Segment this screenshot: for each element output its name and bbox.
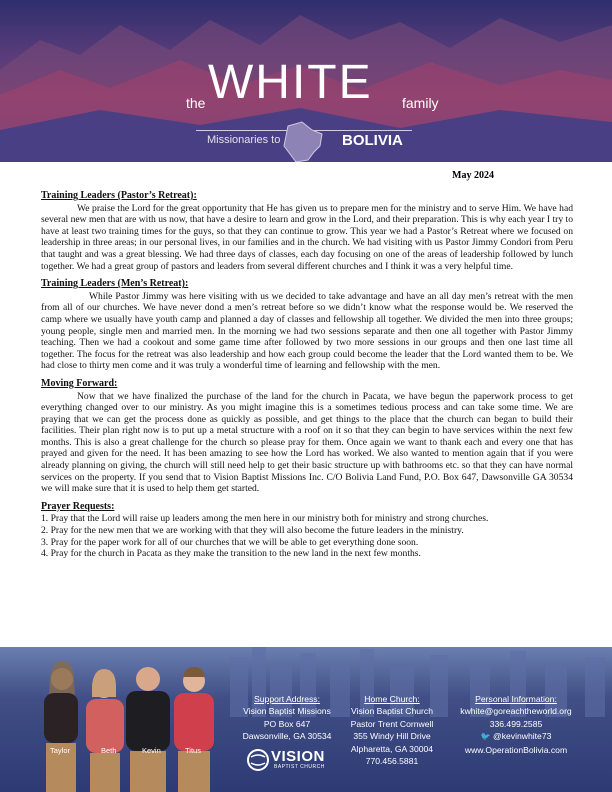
twitter-icon: 🐦 xyxy=(480,732,491,742)
title-family: family xyxy=(402,95,439,111)
prayer-list xyxy=(41,513,573,559)
title-white: WHITE xyxy=(208,56,373,109)
name-label: Titus xyxy=(185,746,201,755)
section-heading: Training Leaders (Pastor’s Retreat): xyxy=(41,190,197,201)
globe-icon xyxy=(245,747,271,773)
section-heading: Training Leaders (Men’s Retreat): xyxy=(41,278,189,290)
prayer-item: 4. Pray for the church in Pacata as they make the transition to the new land in the next few months. xyxy=(41,548,421,560)
country-label: BOLIVIA xyxy=(342,132,403,149)
email-link[interactable]: kwhite@goreachtheworld.org xyxy=(460,706,572,717)
footer-banner xyxy=(0,647,612,792)
twitter-handle[interactable]: 🐦 @kevinwhite73 xyxy=(480,731,552,742)
family-photo xyxy=(20,647,230,792)
missionaries-to-label: Missionaries to xyxy=(207,134,281,146)
support-address xyxy=(232,693,342,743)
newsletter-body xyxy=(41,190,573,560)
newsletter-date: May 2024 xyxy=(452,170,494,181)
home-line: Vision Baptist Church xyxy=(350,706,433,717)
prayer-item: 3. Pray for the paper work for all of our churches that we will be able to get everything done soon. xyxy=(41,536,419,548)
title-the: the xyxy=(186,95,206,111)
home-line: 355 Windy Hill Drive xyxy=(353,731,431,742)
prayer-heading: Prayer Requests: xyxy=(41,500,115,512)
website-link[interactable]: www.OperationBolivia.com xyxy=(464,744,568,755)
home-line: 770.456.5881 xyxy=(365,756,419,767)
support-line: Vision Baptist Missions xyxy=(243,706,331,717)
home-church xyxy=(340,693,444,767)
name-label: Kevin xyxy=(142,746,161,755)
section-text: While Pastor Jimmy was here visiting with us we decided to take advantage and have an all day men’s retreat with the men from all of our churches. We have never dond a men’s retreat before so we didn’t know what the response would be. We reserved the camp where we usually have youth camp and planned a day of classes and fellowship all together. We divided the men into three groups; young people, single men and married men. In the morning we had two sessions separate and then one all together with Pastor Jimmy teaching. Then we had a cookout and some game time after followed by two more sessions in our groups and then one last time all together. The focus for the retreat was also leadership and how each group could become the leader that the Lord wanted them to be. We had close to thirty men come and it was truly a wonderful time of learning and fellowship with the men. xyxy=(41,290,573,372)
section-text: We praise the Lord for the great opportunity that He has given us to prepare men for the ministry and to serve Him. We have had several new men that are with us now, that have a desire to learn and grow in the Lord, and their preparation. This is why each year I try to have at least two training times for the guys, so that they can continue to grow. This year we had a Pastor’s Retreat where we focused on leadership in three areas; in our personal lives, in our families and in the church. We had visiting with us Pastor Jimmy Condori from Peru that taught and was a great blessing. We had three days of classes, each day focusing on one of the areas of leadership followed by lunch together. We had a great group of pastors and leaders from several different churches and I think it was a very helpful time. xyxy=(41,202,574,272)
personal-info xyxy=(446,693,586,756)
support-heading: Support Address: xyxy=(254,694,320,704)
prayer-item: 1. Pray that the Lord will raise up leaders among the men here in our ministry both for ministry and strong churches. xyxy=(41,513,489,525)
support-line: PO Box 647 xyxy=(263,718,311,729)
bolivia-map-icon xyxy=(278,120,326,162)
support-line: Dawsonville, GA 30534 xyxy=(242,731,332,742)
logo-name: VISION xyxy=(271,748,325,765)
logo-sub: BAPTIST CHURCH xyxy=(274,764,325,770)
section-text: Now that we have finalized the purchase of the land for the church in Pacata, we have begun the paperwork process to get everything changed over to our ministry. As you might imagine this is a sometimes tedious process and can take some time. We are praying that we can get the process done as quickly as possible, and get things to the place that the church can began to build their facilities. Their plan right now is to put up a metal structure with a roof on it so that they can begin to have services within the next few months. This is also a great challenge for the church so please pray for them. Once again we want to thank each and every one that has prayed and given for the need. It has been amazing to see how the Lord has worked. We also wanted to mention again that if you were already planning on giving, the church will still need help to get their basic structure up with bathrooms etc. so that they can have normal services on the property. If you send that to Vision Baptist Missions Inc. C/O Bolivia Land Fund, P.O. Box 647, Dawsonville GA 30534 we will make sure that it is used to help them get started. xyxy=(41,390,573,495)
home-heading: Home Church: xyxy=(364,694,420,704)
section-heading: Moving Forward: xyxy=(41,377,118,389)
prayer-item: 2. Pray for the new men that we are working with that they will also become the future leaders in the ministry. xyxy=(41,525,464,537)
personal-heading: Personal Information: xyxy=(475,694,557,704)
header-banner xyxy=(0,0,612,162)
name-label: Taylor xyxy=(50,746,71,755)
phone-number: 336.499.2585 xyxy=(489,718,543,729)
name-label: Beth xyxy=(101,746,117,755)
vision-logo xyxy=(245,747,355,773)
home-line: Pastor Trent Cornwell xyxy=(350,718,434,729)
home-line: Alpharetta, GA 30004 xyxy=(350,743,434,754)
